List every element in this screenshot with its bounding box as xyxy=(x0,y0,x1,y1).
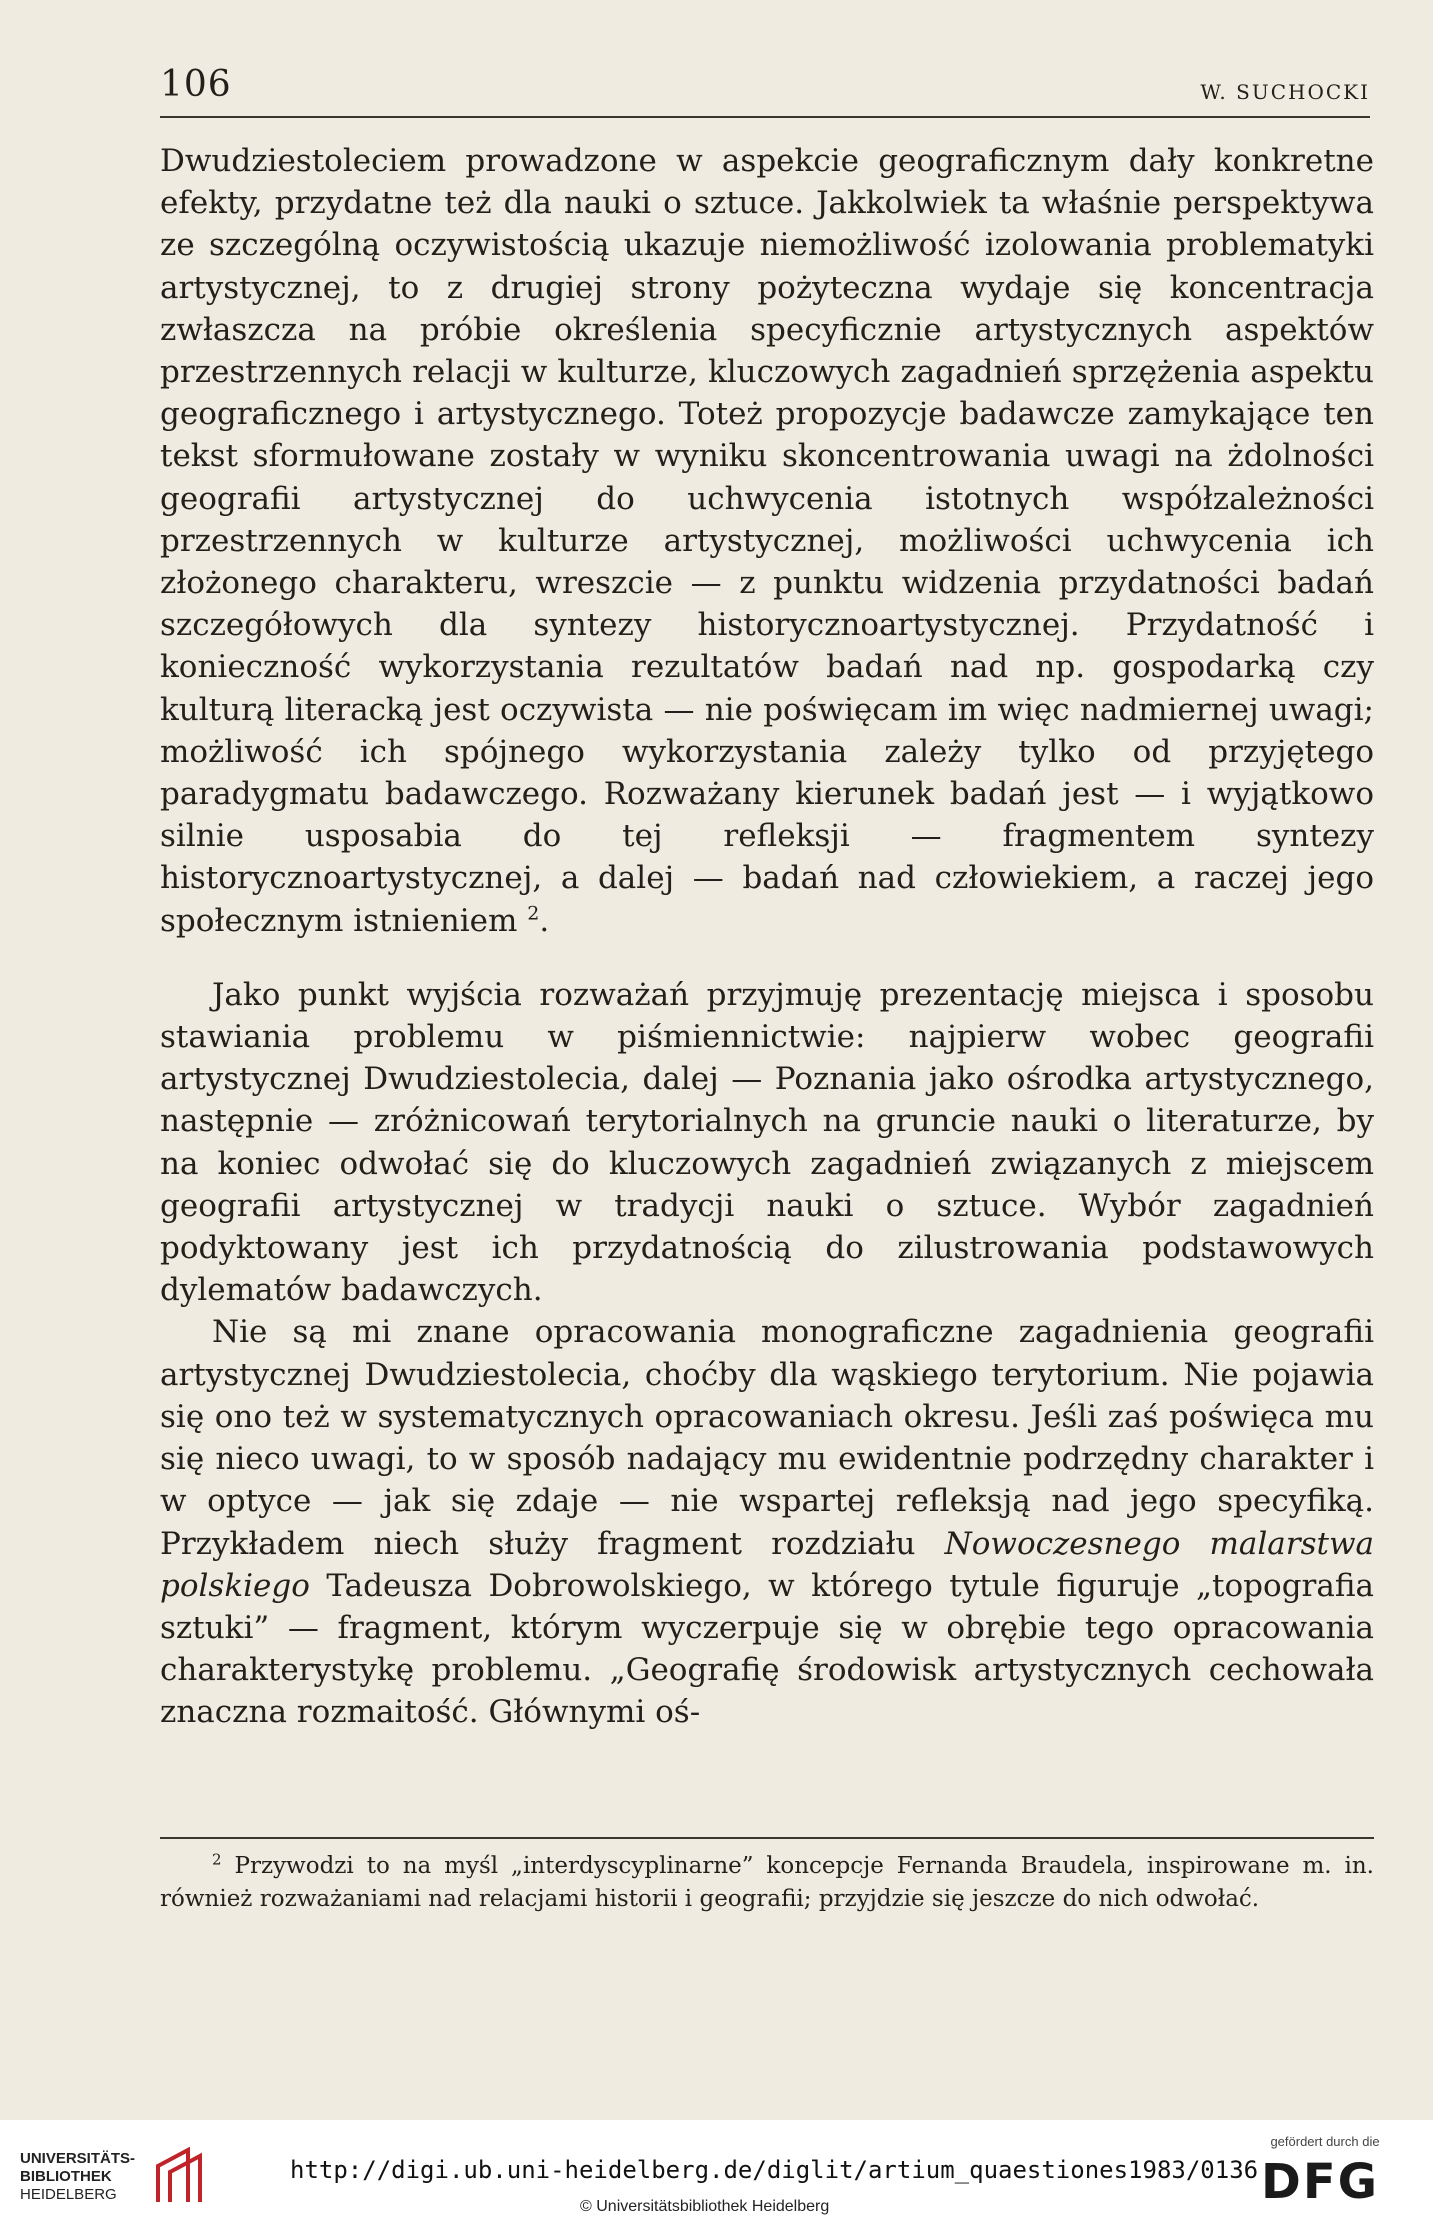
dfg-wordmark: DFG xyxy=(1261,2154,1380,2210)
library-name: UNIVERSITÄTS- BIBLIOTHEK HEIDELBERG xyxy=(20,2150,136,2203)
dfg-caption: gefördert durch die xyxy=(1270,2134,1380,2149)
footnote-text: Przywodzi to na myśl „interdyscyplinarne” koncepcje Fernanda Braudela, inspirowane m. in. również rozważaniami nad relacjami historii i geografii; przyjdzie się jeszcze do nich odwołać. xyxy=(160,1853,1374,1912)
paragraph-text: Jako punkt wyjścia rozważań przyjmuję prezentację miejsca i sposobu stawiania problemu w piśmiennictwie: najpierw wobec geografii artystycznej Dwudziestolecia, dalej — Poznania jako ośrodka artystycznego, następnie — zróżnicowań terytorialnych na gruncie nauki o literaturze, by na koniec odwołać się do kluczowych zagadnień związanych z miejscem geografii artystycznej w tradycji nauki o sztuce. Wybór zagadnień podyktowany jest ich przydatnością do zilustrowania podstawowych dylematów badawczych. xyxy=(160,976,1374,1309)
book-title: Nowoczesnego malarstwa polskiego xyxy=(160,1525,1374,1604)
copyright-notice: © Universitätsbibliothek Heidelberg xyxy=(580,2198,830,2215)
footnote-marker: 2 xyxy=(212,1850,222,1869)
header-rule xyxy=(160,116,1370,118)
paragraph xyxy=(160,974,1374,1312)
paragraph xyxy=(160,1311,1374,1733)
dfg-logo[interactable] xyxy=(1255,2134,1395,2214)
page-url-link[interactable]: http://digi.ub.uni-heidelberg.de/diglit/artium_quaestiones1983/0136 xyxy=(290,2156,1259,2184)
paragraph-end: . xyxy=(539,902,550,939)
library-logo[interactable] xyxy=(20,2150,220,2214)
footnote-reference[interactable]: 2 xyxy=(527,902,540,925)
paragraph-text: Dwudziestoleciem prowadzone w aspekcie geograficznym dały konkretne efekty, przydatne też dla nauki o sztuce. Jakkolwiek ta właśnie perspektywa ze szczególną oczywistością ukazuje niemożliwość izolowania problematyki artystycznej, to z drugiej strony pożyteczna wydaje się koncentracja zwłaszcza na próbie określenia specyficznie artystycznych aspektów przestrzennych relacji w kulturze, kluczowych zagadnień sprzężenia aspektu geograficznego i artystycznego. Toteż propozycje badawcze zamykające ten tekst sformułowane zostały w wyniku skoncentrowania uwagi na żdolności geografii artystycznej do uchwycenia istotnych współzależności przestrzennych w kulturze artystycznej, możliwości uchwycenia ich złożonego charakteru, wreszcie — z punktu widzenia przydatności badań szczegółowych dla syntezy historycznoartystycznej. Przydatność i konieczność wykorzystania rezultatów badań nad np. gospodarką czy kulturą literacką jest oczywista — nie poświęcam im więc nadmiernej uwagi; możliwość ich spójnego wykorzystania zależy tylko od przyjętego paradygmatu badawczego. Rozważany kierunek badań jest — i wyjątkowo silnie usposabia do tej refleksji — fragmentem syntezy historycznoartystycznej, a dalej — badań nad człowiekiem, a raczej jego społecznym istnieniem xyxy=(160,143,1374,939)
page-header xyxy=(160,58,1370,118)
running-head: W. SUCHOCKI xyxy=(1200,80,1370,104)
paragraph-text: Nie są mi znane opracowania monograficzne zagadnienia geografii artystycznej Dwudziestolecia, choćby dla wąskiego terytorium. Nie pojawia się ono też w systematycznych opracowaniach okresu. Jeśli zaś poświęca mu się nieco uwagi, to w sposób nadający mu ewidentnie podrzędny charakter i w optyce — jak się zdaje — nie wspartej refleksją nad jego specyfiką. Przykładem niech służy fragment rozdziału xyxy=(160,1314,1374,1562)
paragraph xyxy=(160,140,1374,942)
footnote-rule xyxy=(160,1837,1374,1839)
footnote xyxy=(160,1850,1374,1916)
page-number: 106 xyxy=(160,64,232,105)
viewer-footer xyxy=(0,2120,1433,2226)
library-mark-icon xyxy=(148,2144,212,2208)
body-text xyxy=(160,140,1374,1734)
paragraph-text: Tadeusza Dobrowolskiego, w którego tytule figuruje „topografia sztuki” — fragment, którym wyczerpuje się w obrębie tego opracowania charakterystykę problemu. „Geografię środowisk artystycznych cechowała znaczna rozmaitość. Głównymi oś- xyxy=(160,1567,1374,1731)
